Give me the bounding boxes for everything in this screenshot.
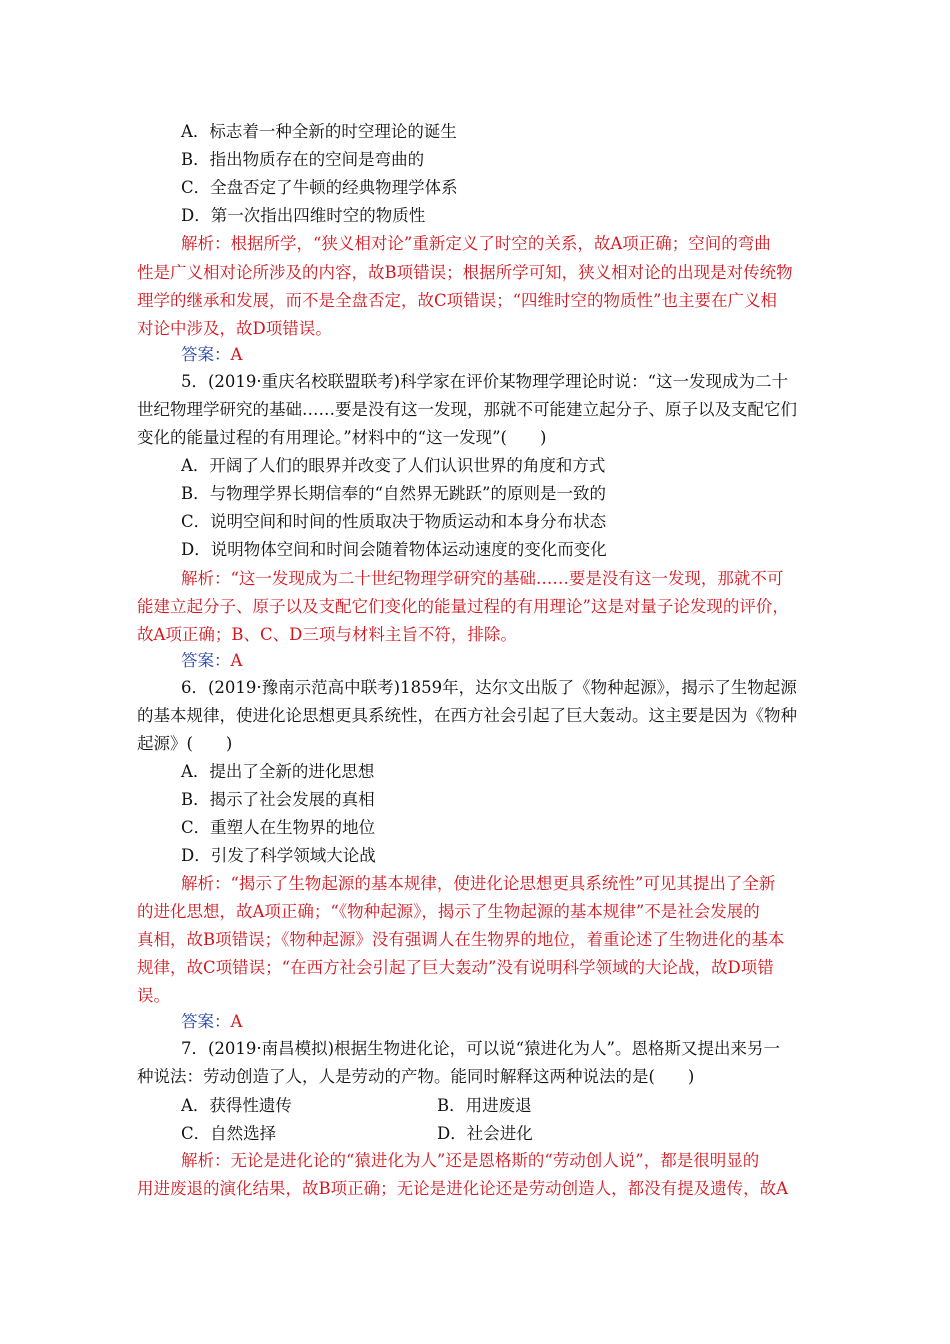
q4-option-c: C．全盘否定了牛顿的经典物理学体系 [181, 178, 458, 197]
q6-stem-line-3: 起源》( ) [137, 734, 233, 753]
q4-answer-label: 答案： [181, 345, 231, 364]
q4-analysis-line-2: 性是广义相对论所涉及的内容，故B项错误；根据所学可知，狭义相对论的出现是对传统物 [137, 263, 793, 282]
q7-stem-line-2: 种说法：劳动创造了人，人是劳动的产物。能同时解释这两种说法的是( ) [137, 1067, 695, 1086]
q4-analysis-line-3: 理学的继承和发展，而不是全盘否定，故C项错误；“四维时空的物质性”也主要在广义相 [137, 291, 777, 310]
q5-analysis-line-3: 故A项正确；B、C、D三项与材料主旨不符，排除。 [137, 625, 517, 644]
q6-analysis-line-4: 规律，故C项错误；“在西方社会引起了巨大轰动”没有说明科学领域的大论战，故D项错 [137, 958, 774, 977]
q6-analysis-line-5: 误。 [137, 986, 170, 1005]
q4-answer-value: A [230, 345, 243, 364]
q7-option-a: A．获得性遗传 [181, 1096, 292, 1115]
q6-analysis-line-3: 真相，故B项错误；《物种起源》没有强调人在生物界的地位，着重论述了生物进化的基本 [137, 930, 785, 949]
q7-option-d: D．社会进化 [437, 1124, 533, 1143]
q6-answer-value: A [230, 1012, 243, 1031]
q6-analysis-line-1: 解析：“揭示了生物起源的基本规律，使进化论思想更具系统性”可见其提出了全新 [181, 874, 776, 893]
q7-analysis-line-2: 用进废退的演化结果，故B项正确；无论是进化论还是劳动创造人，都没有提及遗传，故A [137, 1179, 789, 1198]
q4-answer [181, 344, 242, 366]
q6-stem-line-2: 的基本规律，使进化论思想更具系统性，在西方社会引起了巨大轰动。这主要是因为《物种 [137, 706, 797, 725]
q4-analysis-line-1: 解析：根据所学，“狭义相对论”重新定义了时空的关系，故A项正确；空间的弯曲 [181, 234, 771, 253]
q7-option-b: B．用进废退 [437, 1096, 532, 1115]
q5-answer-label: 答案： [181, 651, 231, 670]
q5-option-d: D．说明物体空间和时间会随着物体运动速度的变化而变化 [181, 540, 607, 559]
q6-option-a: A．提出了全新的进化思想 [181, 762, 375, 781]
q4-option-d: D．第一次指出四维时空的物质性 [181, 206, 426, 225]
q5-stem-line-1: 5．(2019·重庆名校联盟联考)科学家在评价某物理学理论时说：“这一发现成为二十 [181, 372, 789, 391]
q6-option-c: C．重塑人在生物界的地位 [181, 818, 376, 837]
q4-option-b: B．指出物质存在的空间是弯曲的 [181, 150, 425, 169]
q4-analysis-line-4: 对论中涉及，故D项错误。 [137, 319, 332, 338]
q5-option-a: A．开阔了人们的眼界并改变了人们认识世界的角度和方式 [181, 456, 606, 475]
q5-analysis-line-1: 解析：“这一发现成为二十世纪物理学研究的基础……要是没有这一发现，那就不可 [181, 569, 784, 588]
q5-option-b: B．与物理学界长期信奉的“自然界无跳跃”的原则是一致的 [181, 484, 606, 503]
q6-option-d: D．引发了科学领域大论战 [181, 846, 376, 865]
q5-analysis-label: 解析： [181, 569, 231, 588]
q7-stem-line-1: 7．(2019·南昌模拟)根据生物进化论，可以说“猿进化为人”。恩格斯又提出来另一 [181, 1039, 780, 1058]
q5-analysis-line-2: 能建立起分子、原子以及支配它们变化的能量过程的有用理论”这是对量子论发现的评价， [137, 597, 789, 616]
q7-option-c: C．自然选择 [181, 1124, 277, 1143]
q5-answer [181, 650, 242, 672]
q5-option-c: C．说明空间和时间的性质取决于物质运动和本身分布状态 [181, 512, 607, 531]
q6-answer-label: 答案： [181, 1012, 231, 1031]
q6-stem-line-1: 6．(2019·豫南示范高中联考)1859年，达尔文出版了《物种起源》，揭示了生物起源 [181, 678, 797, 697]
q6-analysis-line-2: 的进化思想，故A项正确；“《物种起源》，揭示了生物起源的基本规律”不是社会发展的 [137, 902, 760, 921]
q5-answer-value: A [230, 651, 243, 670]
q5-stem-line-3: 变化的能量过程的有用理论。”材料中的“这一发现”( ) [137, 428, 547, 447]
q4-analysis-label: 解析： [181, 234, 231, 253]
q4-option-a: A．标志着一种全新的时空理论的诞生 [181, 122, 457, 141]
q5-stem-line-2: 世纪物理学研究的基础……要是没有这一发现，那就不可能建立起分子、原子以及支配它们 [137, 400, 797, 419]
q7-analysis-line-1: 解析：无论是进化论的“猿进化为人”还是恩格斯的“劳动创人说”，都是很明显的 [181, 1151, 760, 1170]
q6-option-b: B．揭示了社会发展的真相 [181, 790, 375, 809]
q7-analysis-label: 解析： [181, 1151, 231, 1170]
q6-answer [181, 1011, 242, 1033]
q6-analysis-label: 解析： [181, 874, 231, 893]
